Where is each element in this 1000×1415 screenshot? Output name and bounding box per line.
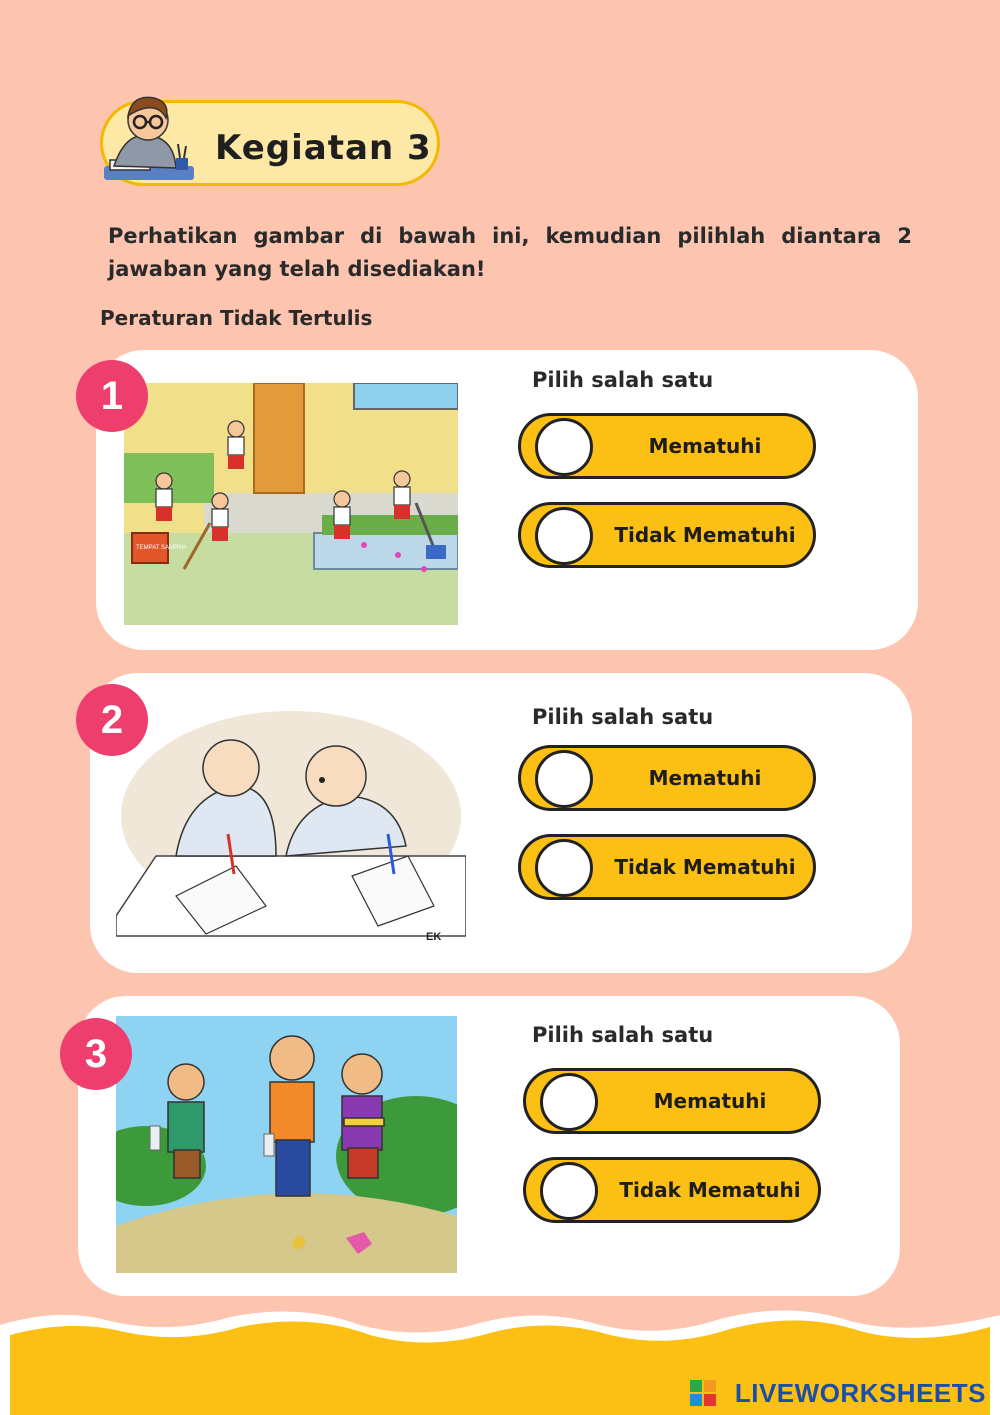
question-3-image (116, 1016, 457, 1273)
question-2-prompt: Pilih salah satu (532, 705, 714, 729)
option-label: Mematuhi (648, 434, 762, 458)
question-number-2: 2 (76, 684, 148, 756)
radio-circle-icon[interactable] (535, 839, 593, 897)
liveworksheets-logo-icon (690, 1380, 718, 1406)
option-label: Tidak Mematuhi (614, 523, 796, 547)
question-1-option-mematuhi[interactable] (518, 413, 816, 479)
radio-circle-icon[interactable] (540, 1073, 598, 1131)
question-1-image (124, 383, 458, 625)
instruction-text: Perhatikan gambar di bawah ini, kemudian pilihlah diantara 2 jawaban yang telah disediakan! (108, 224, 912, 281)
question-2-image (116, 706, 466, 946)
question-number-3: 3 (60, 1018, 132, 1090)
section-title: Peraturan Tidak Tertulis (100, 306, 373, 330)
question-1-option-tidak-mematuhi[interactable] (518, 502, 816, 568)
option-label: Mematuhi (653, 1089, 767, 1113)
brand-label[interactable]: LIVEWORKSHEETS (734, 1378, 986, 1408)
trash-bin-label: TEMPAT SAMPAH (136, 545, 186, 551)
radio-circle-icon[interactable] (535, 750, 593, 808)
radio-circle-icon[interactable] (535, 418, 593, 476)
page-title: Kegiatan 3 (215, 128, 432, 168)
option-label: Tidak Mematuhi (614, 855, 796, 879)
option-label: Tidak Mematuhi (619, 1178, 801, 1202)
radio-circle-icon[interactable] (535, 507, 593, 565)
question-2-option-mematuhi[interactable] (518, 745, 816, 811)
question-3-prompt: Pilih salah satu (532, 1023, 714, 1047)
question-3-option-tidak-mematuhi[interactable] (523, 1157, 821, 1223)
artist-signature: EK (426, 931, 442, 943)
question-3-option-mematuhi[interactable] (523, 1068, 821, 1134)
question-1-prompt: Pilih salah satu (532, 368, 714, 392)
question-2-option-tidak-mematuhi[interactable] (518, 834, 816, 900)
radio-circle-icon[interactable] (540, 1162, 598, 1220)
student-reading-icon (96, 88, 206, 188)
question-number-1: 1 (76, 360, 148, 432)
option-label: Mematuhi (648, 766, 762, 790)
